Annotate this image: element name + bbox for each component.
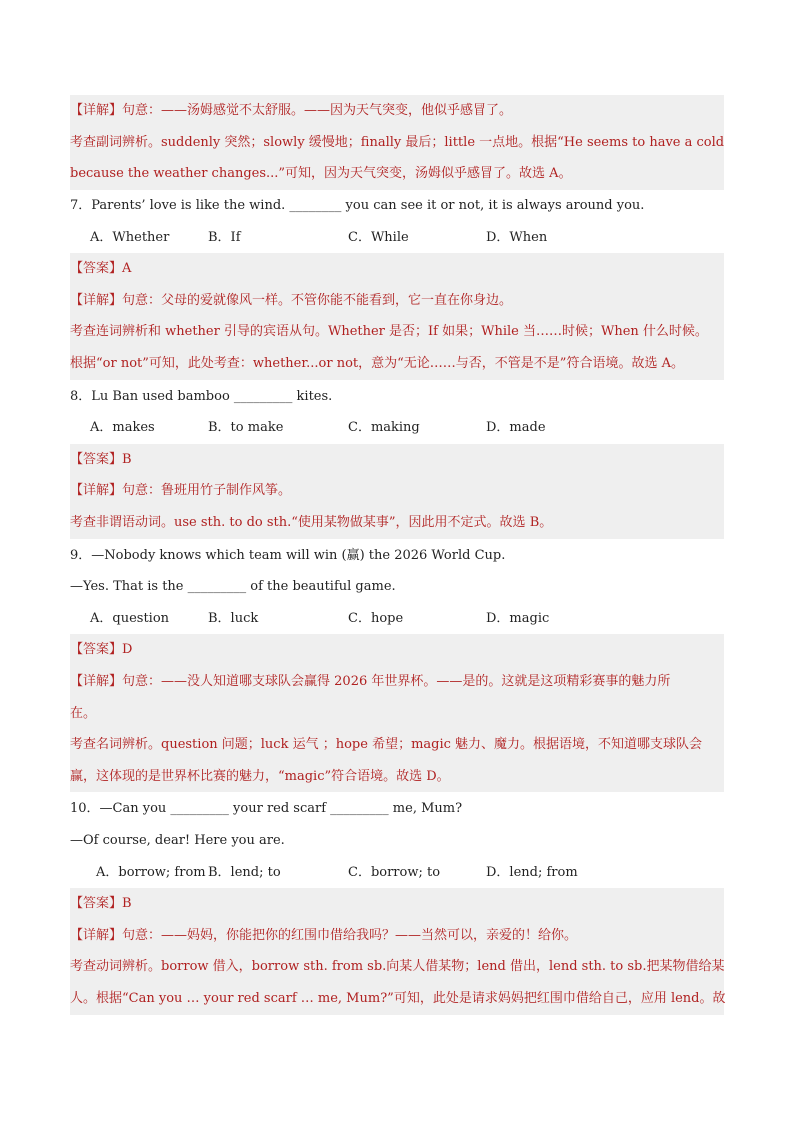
option-c: C．borrow; to <box>348 864 441 880</box>
question-8-options <box>70 412 724 444</box>
analysis-line: 考查名词辨析。question 问题；luck 运气 ；hope 希望；magic 魅力、魔力。根据语境，不知道哪支球队会 <box>70 729 724 761</box>
analysis-line: 赢，这体现的是世界杯比赛的魅力，“magic”符合语境。故选 D。 <box>70 761 724 793</box>
option-d: D．magic <box>486 610 550 626</box>
answer-tag: 【答案】 <box>70 451 123 467</box>
option-b: B．If <box>208 229 241 245</box>
answer-value: D <box>122 642 133 658</box>
answer-tag: 【答案】 <box>70 261 123 277</box>
answer-line <box>70 634 724 666</box>
answer-value: A <box>122 261 132 277</box>
option-c: C．While <box>348 229 409 245</box>
option-a: A．Whether <box>90 229 170 245</box>
detail-tag: 【详解】 <box>70 483 123 499</box>
detail-line-continued: 在。 <box>70 698 724 730</box>
answer-line <box>70 253 724 285</box>
detail-tag: 【详解】 <box>70 103 123 118</box>
detail-text: 句意：——没人知道哪支球队会赢得 2026 年世界杯。——是的。这就是这项精彩赛事的魅力所 <box>122 674 671 689</box>
question-10-stem: 10．—Can you _________ your red scarf _________ me, Mum? <box>70 801 463 817</box>
option-c: C．hope <box>348 610 404 626</box>
answer-value: B <box>122 896 132 912</box>
analysis-line: 考查非谓语动词。use sth. to do sth.“使用某物做某事”，因此用不定式。故选 B。 <box>70 507 724 539</box>
analysis-line: 考查副词辨析。suddenly 突然；slowly 缓慢地；finally 最后；little 一点地。根据“He seems to have a cold <box>70 127 724 159</box>
question-10-options <box>70 857 724 889</box>
answer-value: B <box>122 451 132 467</box>
detail-line <box>70 475 724 507</box>
option-a: A．makes <box>90 420 155 436</box>
question-8-stem: 8．Lu Ban used bamboo _________ kites. <box>70 388 333 404</box>
detail-text: 句意：父母的爱就像风一样。不管你能不能看到，它一直在你身边。 <box>122 292 513 308</box>
answer-tag: 【答案】 <box>70 642 123 658</box>
option-d: D．lend; from <box>486 864 578 880</box>
detail-text: 句意：——汤姆感觉不太舒服。——因为天气突变，他似乎感冒了。 <box>122 103 513 118</box>
detail-tag: 【详解】 <box>70 292 123 308</box>
option-a: A．borrow; from <box>96 864 206 880</box>
option-d: D．made <box>486 420 546 436</box>
detail-line <box>70 920 724 952</box>
question-7-options <box>70 222 724 254</box>
option-d: D．When <box>486 229 548 245</box>
answer-tag: 【答案】 <box>70 896 123 912</box>
option-c: C．making <box>348 420 420 436</box>
option-b: B．luck <box>208 610 259 626</box>
question-7-stem: 7．Parents’ love is like the wind. ________ you can see it or not, it is always around you. <box>70 198 645 213</box>
question-9-options <box>70 603 724 635</box>
answer-line <box>70 444 724 476</box>
analysis-line: 根据“or not”可知，此处考查：whether...or not，意为“无论……与否，不管是不是”符合语境。故选 A。 <box>70 348 724 380</box>
detail-text: 句意：——妈妈，你能把你的红围巾借给我吗？——当然可以，亲爱的！给你。 <box>122 927 578 943</box>
analysis-line: 考查动词辨析。borrow 借入，borrow sth. from sb.向某人借某物；lend 借出，lend sth. to sb.把某物借给某 <box>70 951 724 983</box>
analysis-line: 人。根据“Can you … your red scarf … me, Mum?”可知，此处是请求妈妈把红围巾借给自己，应用 lend。故 <box>70 983 724 1015</box>
answer-line <box>70 888 724 920</box>
option-a: A．question <box>90 610 170 626</box>
option-b: B．to make <box>208 420 284 436</box>
question-10-stem-reply: —Of course, dear! Here you are. <box>70 833 285 848</box>
option-b: B．lend; to <box>208 864 281 880</box>
question-9-stem-reply: —Yes. That is the _________ of the beautiful game. <box>70 579 396 595</box>
analysis-line: 考查连词辨析和 whether 引导的宾语从句。Whether 是否；If 如果；While 当……时候；When 什么时候。 <box>70 316 724 348</box>
detail-text: 句意：鲁班用竹子制作风筝。 <box>122 483 292 499</box>
question-9-stem: 9．—Nobody knows which team will win (赢) the 2026 World Cup. <box>70 547 506 563</box>
detail-tag: 【详解】 <box>70 674 123 689</box>
detail-line <box>70 285 724 317</box>
detail-tag: 【详解】 <box>70 927 123 943</box>
analysis-line: because the weather changes...”可知，因为天气突变，汤姆似乎感冒了。故选 A。 <box>70 158 724 190</box>
detail-line <box>70 95 724 127</box>
detail-line <box>70 666 724 698</box>
